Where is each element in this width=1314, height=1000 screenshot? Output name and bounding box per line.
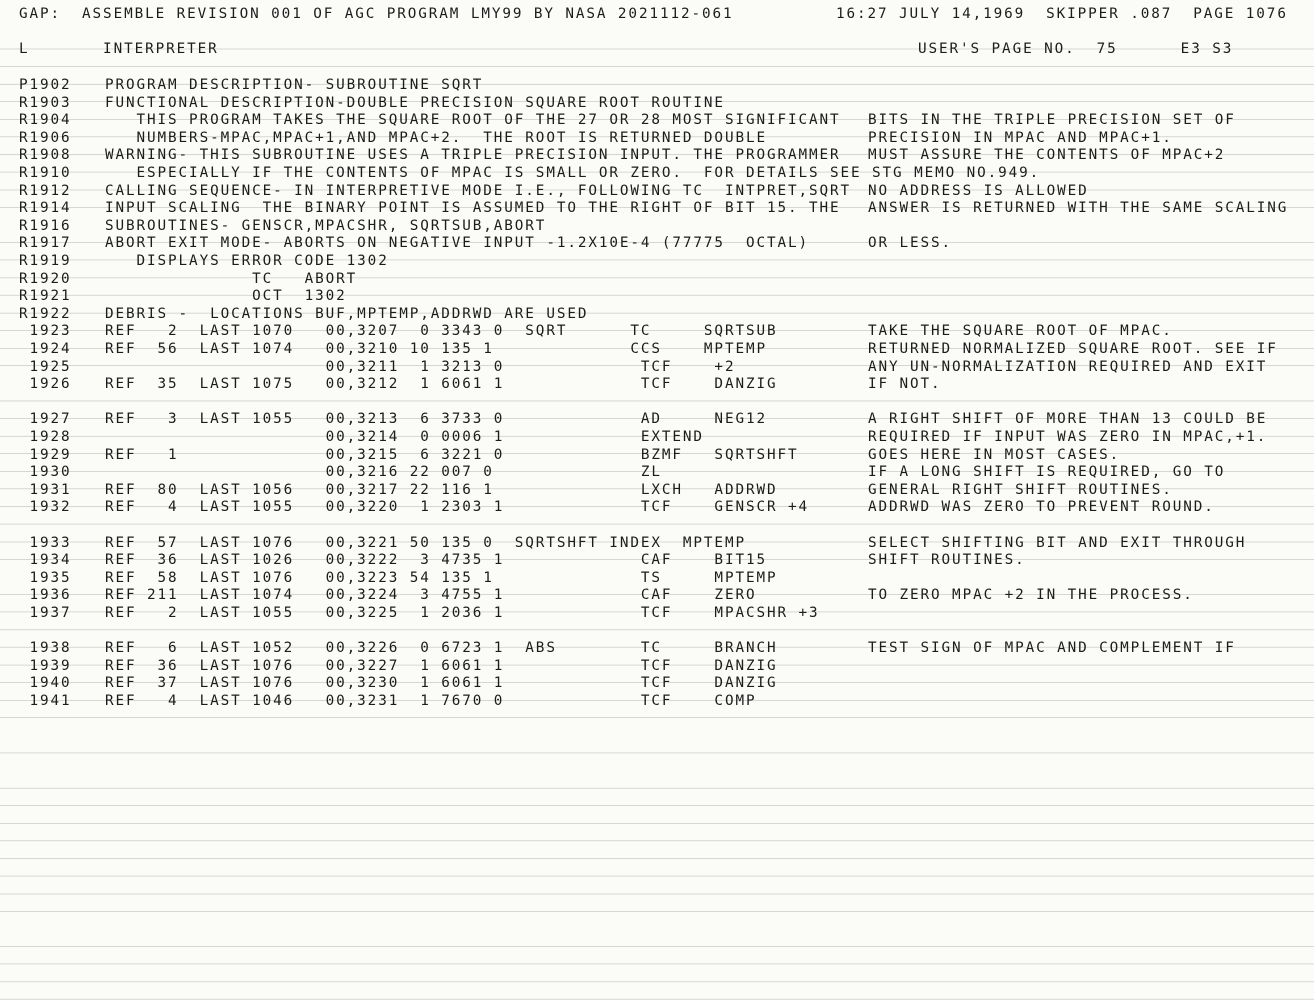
line-comment: ANSWER IS RETURNED WITH THE SAME SCALING	[868, 200, 1289, 217]
line-number: R1922	[19, 305, 72, 322]
subheader-right: USER'S PAGE NO. 75 E3 S3	[918, 41, 1234, 57]
line-comment: IF A LONG SHIFT IS REQUIRED, GO TO	[868, 464, 1226, 481]
line-source: REF 58 LAST 1076 00,3223 54 135 1 TS MPTEMP	[105, 569, 778, 586]
line-number: 1934	[19, 552, 72, 569]
line-number: R1903	[19, 94, 72, 111]
line-source: REF 4 LAST 1055 00,3220 1 2303 1 TCF GENSCR +4	[105, 499, 809, 516]
line-comment: RETURNED NORMALIZED SQUARE ROOT. SEE IF	[868, 341, 1278, 357]
line-comment: OR LESS.	[868, 235, 953, 252]
line-source: 00,3211 1 3213 0 TCF +2	[105, 358, 736, 375]
line-source: DEBRIS - LOCATIONS BUF,MPTEMP,ADDRWD ARE USED	[105, 305, 589, 322]
line-number: 1939	[19, 657, 72, 674]
line-number: 1933	[19, 534, 72, 551]
line-source: REF 4 LAST 1046 00,3231 1 7670 0 TCF COMP	[105, 693, 757, 709]
line-comment: SHIFT ROUTINES.	[868, 552, 1026, 569]
line-source: DISPLAYS ERROR CODE 1302	[105, 253, 389, 269]
line-source: INPUT SCALING THE BINARY POINT IS ASSUMED TO THE RIGHT OF BIT 15. THE	[105, 200, 841, 217]
line-number: 1924	[19, 341, 72, 357]
line-number: 1935	[19, 569, 72, 586]
line-comment: TEST SIGN OF MPAC AND COMPLEMENT IF	[868, 640, 1236, 657]
subheader-left: L INTERPRETER	[19, 41, 219, 57]
line-source: REF 2 LAST 1070 00,3207 0 3343 0 SQRT TC SQRTSUB	[105, 323, 778, 340]
line-comment: ANY UN-NORMALIZATION REQUIRED AND EXIT	[868, 358, 1268, 375]
line-number: 1928	[19, 429, 72, 445]
line-source: PROGRAM DESCRIPTION- SUBROUTINE SQRT	[105, 77, 484, 93]
line-comment: ADDRWD WAS ZERO TO PREVENT ROUND.	[868, 499, 1215, 516]
line-number: R1910	[19, 165, 72, 181]
line-number: R1904	[19, 112, 72, 129]
line-number: 1941	[19, 693, 72, 709]
line-number: R1908	[19, 147, 72, 164]
header-left: GAP: ASSEMBLE REVISION 001 OF AGC PROGRAM LMY99 BY NASA 2021112-061	[19, 6, 734, 22]
line-number: 1930	[19, 464, 72, 481]
line-source: REF 56 LAST 1074 00,3210 10 135 1 CCS MPTEMP	[105, 341, 767, 357]
line-source: REF 6 LAST 1052 00,3226 0 6723 1 ABS TC BRANCH	[105, 640, 778, 657]
line-comment: IF NOT.	[868, 376, 942, 393]
line-number: 1940	[19, 675, 72, 692]
line-number: 1931	[19, 481, 72, 498]
line-source: 00,3214 0 0006 1 EXTEND	[105, 429, 704, 445]
line-source: THIS PROGRAM TAKES THE SQUARE ROOT OF THE 27 OR 28 MOST SIGNIFICANT	[105, 112, 841, 129]
line-number: R1914	[19, 200, 72, 217]
line-number: P1902	[19, 77, 72, 93]
line-source: REF 36 LAST 1076 00,3227 1 6061 1 TCF DANZIG	[105, 657, 778, 674]
line-source: SUBROUTINES- GENSCR,MPACSHR, SQRTSUB,ABORT	[105, 217, 547, 234]
line-source: REF 1 00,3215 6 3221 0 BZMF SQRTSHFT	[105, 446, 799, 463]
line-comment: NO ADDRESS IS ALLOWED	[868, 182, 1089, 199]
line-source: ABORT EXIT MODE- ABORTS ON NEGATIVE INPUT -1.2X10E-4 (77775 OCTAL)	[105, 235, 809, 252]
line-number: R1921	[19, 288, 72, 305]
line-source: OCT 1302	[105, 288, 347, 305]
line-number: 1927	[19, 411, 72, 428]
line-number: 1932	[19, 499, 72, 516]
line-comment: A RIGHT SHIFT OF MORE THAN 13 COULD BE	[868, 411, 1268, 428]
line-number: 1929	[19, 446, 72, 463]
header-right: 16:27 JULY 14,1969 SKIPPER .087 PAGE 1076	[836, 6, 1288, 22]
line-number: 1926	[19, 376, 72, 393]
line-source: REF 2 LAST 1055 00,3225 1 2036 1 TCF MPACSHR +3	[105, 605, 820, 621]
line-source: REF 211 LAST 1074 00,3224 3 4755 1 CAF ZERO	[105, 587, 757, 604]
line-source: REF 57 LAST 1076 00,3221 50 135 0 SQRTSHFT INDEX MPTEMP	[105, 534, 746, 551]
line-comment: GENERAL RIGHT SHIFT ROUTINES.	[868, 481, 1173, 498]
line-source: REF 80 LAST 1056 00,3217 22 116 1 LXCH ADDRWD	[105, 481, 778, 498]
line-comment: TO ZERO MPAC +2 IN THE PROCESS.	[868, 587, 1194, 604]
line-source: FUNCTIONAL DESCRIPTION-DOUBLE PRECISION SQUARE ROOT ROUTINE	[105, 94, 725, 111]
line-source: ESPECIALLY IF THE CONTENTS OF MPAC IS SMALL OR ZERO. FOR DETAILS SEE STG MEMO NO.949.	[105, 165, 1041, 181]
line-comment: REQUIRED IF INPUT WAS ZERO IN MPAC,+1.	[868, 429, 1268, 445]
line-source: REF 37 LAST 1076 00,3230 1 6061 1 TCF DANZIG	[105, 675, 778, 692]
line-number: R1919	[19, 253, 72, 269]
line-source: 00,3216 22 007 0 ZL	[105, 464, 662, 481]
line-comment: PRECISION IN MPAC AND MPAC+1.	[868, 129, 1173, 146]
line-source: REF 35 LAST 1075 00,3212 1 6061 1 TCF DANZIG	[105, 376, 778, 393]
line-number: R1912	[19, 182, 72, 199]
line-number: 1923	[19, 323, 72, 340]
line-source: REF 36 LAST 1026 00,3222 3 4735 1 CAF BIT15	[105, 552, 767, 569]
line-number: R1917	[19, 235, 72, 252]
line-comment: MUST ASSURE THE CONTENTS OF MPAC+2	[868, 147, 1226, 164]
line-number: R1906	[19, 129, 72, 146]
line-comment: BITS IN THE TRIPLE PRECISION SET OF	[868, 112, 1236, 129]
line-number: 1937	[19, 605, 72, 621]
line-number: 1938	[19, 640, 72, 657]
line-source: WARNING- THIS SUBROUTINE USES A TRIPLE PRECISION INPUT. THE PROGRAMMER	[105, 147, 841, 164]
line-source: TC ABORT	[105, 270, 358, 287]
line-number: 1925	[19, 358, 72, 375]
line-source: NUMBERS-MPAC,MPAC+1,AND MPAC+2. THE ROOT IS RETURNED DOUBLE	[105, 129, 767, 146]
line-number: R1916	[19, 217, 72, 234]
line-number: R1920	[19, 270, 72, 287]
line-comment: TAKE THE SQUARE ROOT OF MPAC.	[868, 323, 1173, 340]
line-number: 1936	[19, 587, 72, 604]
line-source: CALLING SEQUENCE- IN INTERPRETIVE MODE I.E., FOLLOWING TC INTPRET,SQRT	[105, 182, 852, 199]
line-comment: SELECT SHIFTING BIT AND EXIT THROUGH	[868, 534, 1247, 551]
line-comment: GOES HERE IN MOST CASES.	[868, 446, 1121, 463]
line-source: REF 3 LAST 1055 00,3213 6 3733 0 AD NEG12	[105, 411, 767, 428]
